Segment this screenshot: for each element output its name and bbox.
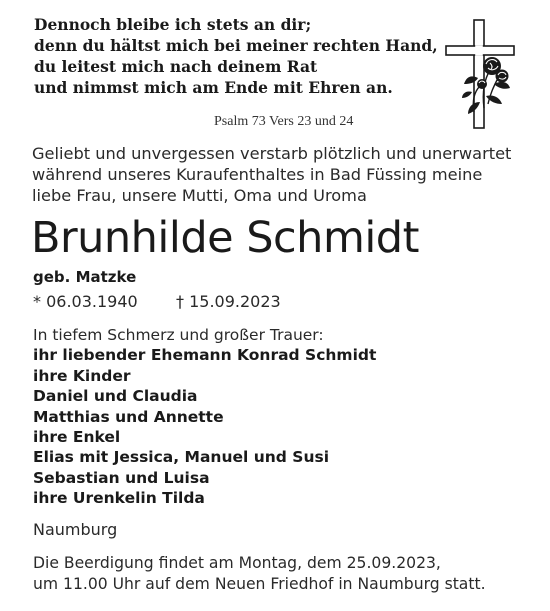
mourner-line: Matthias und Annette	[33, 407, 224, 426]
verse-line: du leitest mich nach deinem Rat	[34, 57, 318, 76]
intro-text	[32, 143, 532, 206]
mourner-line: ihre Enkel	[33, 428, 121, 447]
verse-line: denn du hältst mich bei meiner rechten Hand,	[34, 36, 438, 55]
death-date: † 15.09.2023	[176, 292, 281, 311]
mourner-line: Daniel und Claudia	[33, 387, 198, 406]
verse-line: und nimmst mich am Ende mit Ehren an.	[34, 78, 393, 97]
intro-line: liebe Frau, unsere Mutti, Oma und Uroma	[32, 186, 367, 205]
birth-name: geb. Matzke	[33, 268, 137, 286]
funeral-line: Die Beerdigung findet am Montag, dem 25.09.2023,	[33, 554, 441, 572]
birth-date: * 06.03.1940	[33, 292, 138, 311]
deceased-name: Brunhilde Schmidt	[31, 213, 419, 263]
mourner-line: ihre Urenkelin Tilda	[33, 489, 205, 508]
mourner-line: Elias mit Jessica, Manuel und Susi	[33, 448, 330, 467]
cross-with-rose-icon	[444, 18, 516, 130]
mourners-lead: In tiefem Schmerz und großer Trauer:	[33, 326, 324, 344]
mourner-line: Sebastian und Luisa	[33, 468, 210, 487]
funeral-info	[33, 553, 543, 595]
verse-line: Dennoch bleibe ich stets an dir;	[34, 15, 312, 34]
funeral-line: um 11.00 Uhr auf dem Neuen Friedhof in Naumburg statt.	[33, 575, 486, 593]
intro-line: Geliebt und unvergessen verstarb plötzlich und unerwartet	[32, 144, 512, 163]
place-name: Naumburg	[33, 520, 118, 539]
bible-verse	[34, 14, 438, 98]
verse-source: Psalm 73 Vers 23 und 24	[214, 114, 354, 129]
mourner-line: ihr liebender Ehemann Konrad Schmidt	[33, 346, 377, 365]
mourners-list	[33, 325, 533, 509]
mourner-line: ihre Kinder	[33, 366, 131, 385]
intro-line: während unseres Kuraufenthaltes in Bad Füssing meine	[32, 165, 483, 184]
